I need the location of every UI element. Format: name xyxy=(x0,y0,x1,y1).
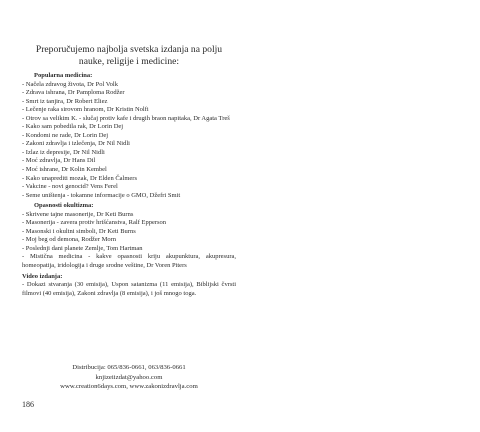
distribution-phones: Distribucija: 065/836-0661, 063/836-0661 xyxy=(72,364,186,371)
list-item: - Kako unaprediti mozak, Dr Elden Čalmers xyxy=(22,174,137,182)
page-heading xyxy=(20,44,238,68)
list-item: - Zdrava ishrana, Dr Pamploma Rodžer xyxy=(22,89,125,97)
list-item: - Poslednji dani planete Zemlje, Tom Hartman xyxy=(22,244,143,252)
list-item: - Vakcine - novi genocid? Vens Ferel xyxy=(22,183,118,191)
list-item: - Zakoni zdravlja i izlečenja, Dr Nil Nidli xyxy=(22,140,130,148)
section-occultism-dangers xyxy=(22,202,236,270)
list-item: - Mistična medicina - kakve opasnosti kriju akupunktura, akupresura, homeopatija, iridologija i druge srodne veštine, Dr Voren Piters xyxy=(22,253,236,270)
list-item: - Kako sam pobedila rak, Dr Lorin Dej xyxy=(22,123,124,131)
section-title: Popularna medicina: xyxy=(34,72,93,79)
list-item: - Načela zdravog života, Dr Pol Volk xyxy=(22,80,118,88)
list-item: - Moć zdravlja, Dr Hans Dil xyxy=(22,157,96,165)
section-title: Video izdanja: xyxy=(22,272,63,280)
list-item: - Kondomi ne rade, Dr Lorin Dej xyxy=(22,131,109,139)
list-item: - Moć ishrane, Dr Kolin Kembel xyxy=(22,166,107,174)
list-item: - Otrov sa velikim K. - slučaj protiv kafe i drugih braon napitaka, Dr Agata Treš xyxy=(22,114,230,122)
distribution-websites: www.creation6days.com, www.zakonizdravlja.com xyxy=(60,383,198,391)
list-item: - Moj beg od demona, Rodžer Morn xyxy=(22,236,117,244)
list-item: - Masonerija - zavera protiv hrišćanstva, Ralf Epperson xyxy=(22,219,167,227)
heading-line-1: Preporučujemo najbolja svetska izdanja na polju xyxy=(35,44,223,55)
list-item: - Dokazi stvaranja (30 emisija), Uspon satanizma (11 emisija), Biblijski čvrsti filmovi (40 emisija), Zakoni zdravlja (8 emisija), i još mnogo toga. xyxy=(22,281,236,297)
book-list xyxy=(22,70,236,298)
section-popular-medicine xyxy=(22,72,236,200)
list-item: - Masonski i okultni simboli, Dr Keti Burns xyxy=(22,227,136,235)
distribution-info xyxy=(20,363,238,392)
page-number: 186 xyxy=(22,400,34,409)
distribution-email: knjizeiizdat@yahoo.com xyxy=(95,373,163,381)
list-item: - Izlaz iz depresije, Dr Nil Nidli xyxy=(22,148,105,156)
list-item: - Lečenje raka sirovom hranom, Dr Kristin Nolfi xyxy=(22,106,149,114)
section-title: Opasnosti okultizma: xyxy=(34,202,94,210)
list-item: - Smrt iz tanjira, Dr Robert Eliez xyxy=(22,97,108,105)
heading-line-2: nauke, religije i medicine: xyxy=(78,56,180,67)
section-video-editions xyxy=(22,273,236,299)
list-item: - Skrivene tajne masonerije, Dr Keti Burns xyxy=(22,210,134,218)
list-item: - Seme uništenja - tokamne informacije o GMO, Džefri Smit xyxy=(22,191,181,199)
